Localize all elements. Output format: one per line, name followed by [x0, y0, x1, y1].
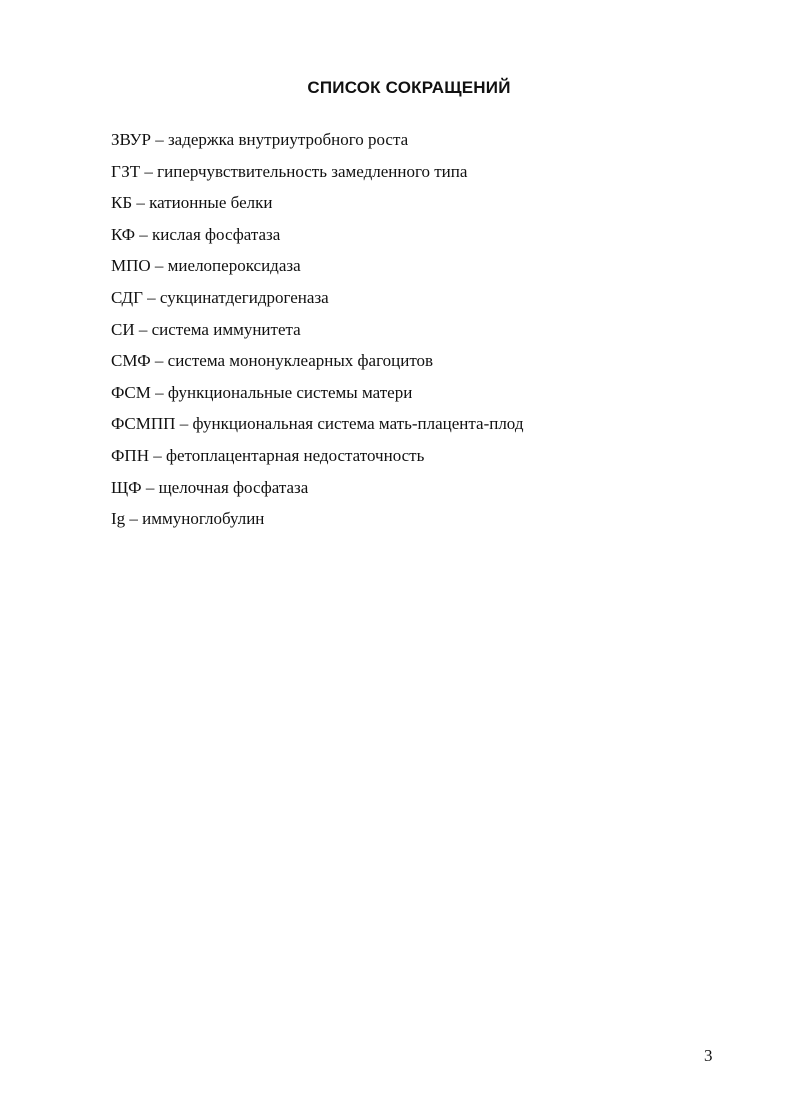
- abbreviation-item: МПО – миелопероксидаза: [111, 256, 301, 276]
- abbreviation-item: Ig – иммуноглобулин: [111, 509, 265, 529]
- abbreviation-list: [111, 124, 523, 535]
- abbreviation-item: ЗВУР – задержка внутриутробного роста: [111, 130, 409, 149]
- abbreviation-item: СДГ – сукцинатдегидрогеназа: [111, 287, 329, 307]
- page-title: СПИСОК СОКРАЩЕНИЙ: [307, 78, 511, 97]
- abbreviation-item: ФПН – фетоплацентарная недостаточность: [111, 445, 425, 465]
- abbreviation-item: КФ – кислая фосфатаза: [111, 224, 281, 244]
- abbreviation-item: ФСМПП – функциональная система мать-плацента-плод: [111, 414, 524, 434]
- abbreviation-item: ЩФ – щелочная фосфатаза: [111, 477, 309, 497]
- abbreviation-item: СИ – система иммунитета: [111, 319, 301, 339]
- abbreviation-item: ФСМ – функциональные системы матери: [111, 382, 413, 402]
- page-number: 3: [704, 1046, 713, 1065]
- abbreviation-item: СМФ – система мононуклеарных фагоцитов: [111, 351, 434, 371]
- abbreviation-item: КБ – катионные белки: [111, 193, 273, 213]
- abbreviation-item: ГЗТ – гиперчувствительность замедленного типа: [111, 161, 468, 181]
